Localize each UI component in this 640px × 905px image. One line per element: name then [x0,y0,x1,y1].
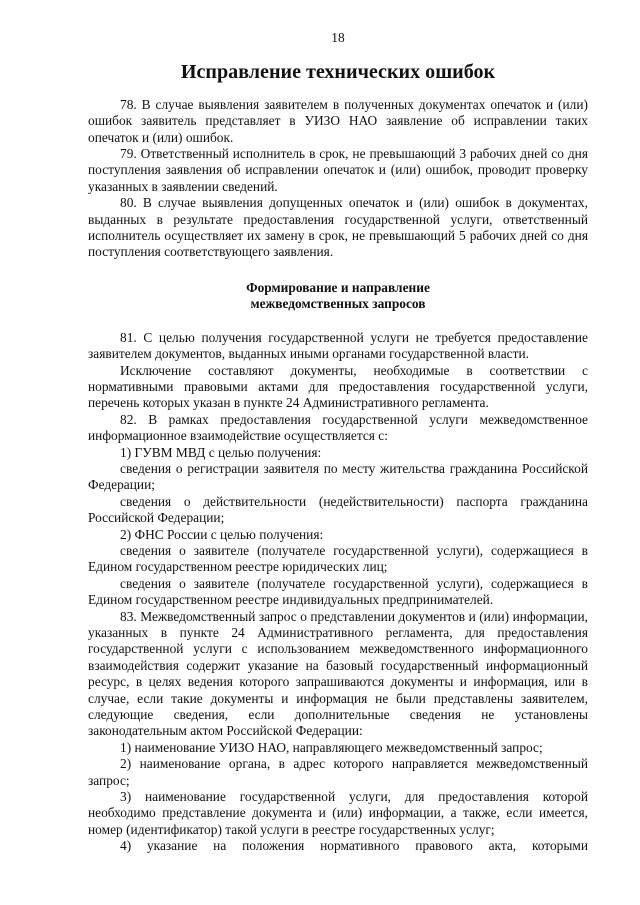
list-item-fns: 2) ФНС России с целью получения: [120,526,324,542]
list-item-registration: сведения о регистрации заявителя по месту жительства гражданина Российской Федерации; [88,460,588,493]
section-heading-line-2: межведомственных запросов [250,296,426,312]
paragraph-80: 80. В случае выявления допущенных опечаток и (или) ошибок в документах, выданных в результате предоставления государственной услуги, ответственный исполнитель осуществляет их замену в срок, не превышающий 5 рабочих дней со дня поступления соответствующего заявления. [88,195,588,260]
list-item-egrul: сведения о заявителе (получателе государственной услуги), содержащиеся в Едином государственном реестре юридических лиц; [88,542,588,575]
document-page [88,30,588,855]
paragraph-83: 83. Межведомственный запрос о представлении документов и (или) информации, указанных в пункте 24 Административного регламента, для предоставления государственной услуги с использованием межведомственного информационного взаимодействия содержит указание на базовый государственный информационный ресурс, в целях ведения которого запрашиваются документы и информация, или в случае, если такие документы и информация не были представлены заявителем, следующие сведения, если дополнительные сведения не установлены законодательным актом Российской Федерации: [88,608,588,739]
list-item-3: 3) наименование государственной услуги, для предоставления которой необходимо представление документа и (или) информации, а также, если имеется, номер (идентификатор) такой услуги в реестре государственных услуг; [88,789,588,837]
list-item-passport: сведения о действительности (недействительности) паспорта гражданина Российской Федерации; [88,493,588,526]
section-heading-technical-errors: Исправление технических ошибок [180,61,496,84]
list-item-1: 1) наименование УИЗО НАО, направляющего межведомственный запрос; [120,739,543,755]
page-number: 18 [331,30,345,45]
list-item-guvm: 1) ГУВМ МВД с целью получения: [120,444,322,460]
list-item-2: 2) наименование органа, в адрес которого направляется межведомственный запрос; [88,756,588,788]
paragraph-82: 82. В рамках предоставления государственной услуги межведомственное информационное взаимодействие осуществляется с: [88,411,588,444]
section-heading-interagency-requests [88,280,588,313]
section-heading-line-1: Формирование и направление [246,279,430,295]
paragraph-81: 81. С целью получения государственной услуги не требуется предоставление заявителем документов, выданных иными органами государственной власти. [88,329,588,362]
paragraph-78: 78. В случае выявления заявителем в полученных документах опечаток и (или) ошибок заявитель представляет в УИЗО НАО заявление об исправлении таких опечаток и (или) ошибок. [88,96,588,145]
list-item-egrip: сведения о заявителе (получателе государственной услуги), содержащиеся в Едином государственном реестре индивидуальных предпринимателей. [88,575,588,608]
list-item-4: 4) указание на положения нормативного правового акта, которыми [120,838,588,854]
paragraph-exception: Исключение составляют документы, необходимые в соответствии с нормативными правовыми актами для предоставления государственной услуги, перечень которых указан в пункте 24 Административного регламента. [88,362,588,411]
paragraph-79: 79. Ответственный исполнитель в срок, не превышающий 3 рабочих дней со дня поступления заявления об исправлении опечаток и (или) ошибок, проводит проверку указанных в заявлении сведений. [88,146,588,194]
